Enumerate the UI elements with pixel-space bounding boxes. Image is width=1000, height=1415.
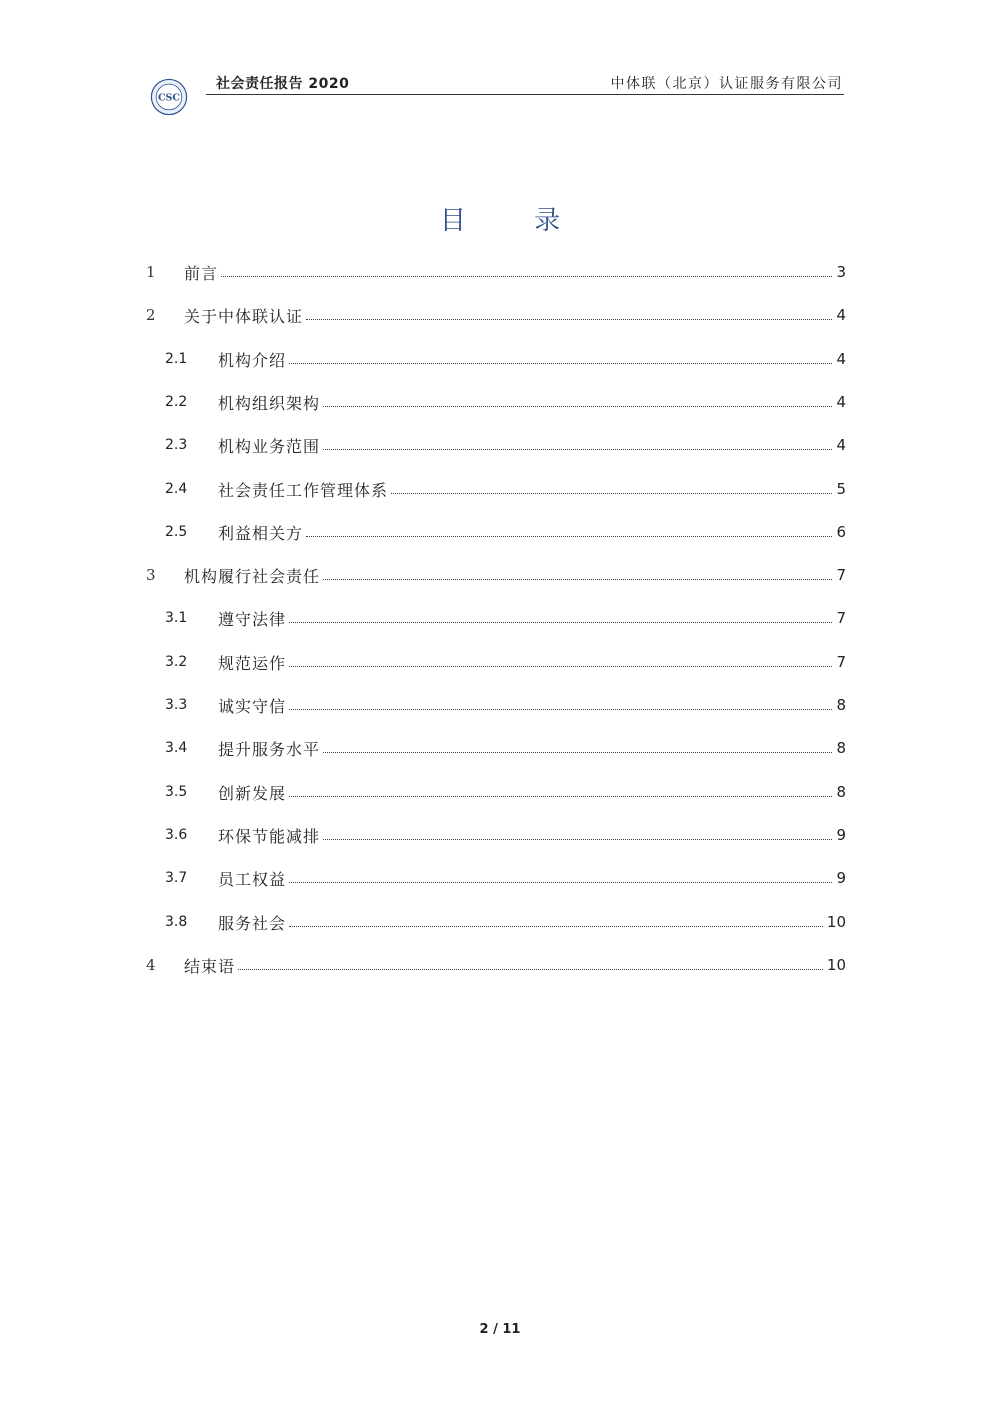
toc-entry-number: 3.5	[165, 784, 188, 800]
toc-entry-title[interactable]: 创新发展	[218, 783, 287, 803]
toc-entry-line	[184, 260, 846, 284]
toc-entry-page: 4	[836, 306, 846, 324]
toc-entry-line	[218, 910, 846, 934]
logo-text: CSC	[158, 92, 180, 104]
toc-entry-number: 4	[146, 956, 156, 974]
toc-entry-page: 8	[836, 783, 846, 801]
toc-entry-line	[184, 563, 846, 587]
toc-entry-page: 7	[836, 653, 846, 671]
toc-leader-dots	[323, 839, 832, 840]
toc-entry-number: 2.3	[165, 437, 188, 453]
toc-entry-page: 4	[836, 350, 846, 368]
toc-entry-line	[218, 520, 846, 544]
toc-leader-dots	[238, 969, 823, 970]
toc-leader-dots	[289, 622, 832, 623]
toc-entry[interactable]	[165, 650, 846, 674]
toc-entry[interactable]	[165, 866, 846, 890]
toc-entry-number: 2	[146, 306, 156, 324]
toc-entry[interactable]	[165, 910, 846, 934]
toc-entry-page: 9	[836, 826, 846, 844]
toc-entry-line	[218, 693, 846, 717]
toc-entry[interactable]	[146, 563, 846, 587]
toc-leader-dots	[221, 276, 832, 277]
toc-entry-title[interactable]: 员工权益	[218, 869, 287, 889]
toc-entry-line	[218, 780, 846, 804]
toc-leader-dots	[323, 752, 832, 753]
toc-leader-dots	[289, 926, 823, 927]
toc-entry-line	[218, 477, 846, 501]
toc-entry-line	[218, 606, 846, 630]
toc-entry-page: 8	[836, 696, 846, 714]
toc-leader-dots	[323, 449, 832, 450]
toc-entry[interactable]	[165, 347, 846, 371]
toc-entry[interactable]	[165, 823, 846, 847]
toc-entry-page: 9	[836, 869, 846, 887]
toc-entry-number: 3.1	[165, 610, 188, 626]
toc-leader-dots	[289, 666, 832, 667]
toc-entry-line	[218, 866, 846, 890]
toc-entry-number: 2.2	[165, 394, 188, 410]
toc-entry-title[interactable]: 环保节能减排	[218, 826, 321, 846]
toc-entry-title[interactable]: 机构业务范围	[218, 436, 321, 456]
toc-entry-page: 7	[836, 609, 846, 627]
page-indicator: 2 / 11	[479, 1322, 521, 1337]
toc-entry-page: 3	[836, 263, 846, 281]
toc-entry-number: 2.1	[165, 351, 188, 367]
toc-entry-title[interactable]: 社会责任工作管理体系	[218, 480, 389, 500]
toc-entry-line	[218, 433, 846, 457]
toc-entry-number: 2.5	[165, 524, 188, 540]
toc-entry-title[interactable]: 关于中体联认证	[184, 306, 304, 326]
toc-entry-title[interactable]: 机构组织架构	[218, 393, 321, 413]
toc-leader-dots	[306, 536, 832, 537]
toc-entry-title[interactable]: 诚实守信	[218, 696, 287, 716]
toc-entry-number: 3	[146, 566, 156, 584]
toc-entry[interactable]	[165, 520, 846, 544]
toc-entry-title[interactable]: 遵守法律	[218, 609, 287, 629]
toc-entry-number: 1	[146, 263, 156, 281]
toc-entry-number: 3.8	[165, 914, 188, 930]
toc-leader-dots	[289, 796, 832, 797]
toc-entry-line	[218, 347, 846, 371]
toc-leader-dots	[289, 882, 832, 883]
toc-entry-page: 4	[836, 436, 846, 454]
toc-entry-page: 10	[826, 913, 846, 931]
report-title: 社会责任报告 2020	[216, 76, 350, 92]
toc-entry-number: 3.3	[165, 697, 188, 713]
toc-leader-dots	[323, 579, 832, 580]
toc-entry-page: 8	[836, 739, 846, 757]
toc-entry-title[interactable]: 机构介绍	[218, 350, 287, 370]
toc-entry-page: 7	[836, 566, 846, 584]
toc-entry[interactable]	[146, 953, 846, 977]
toc-title: 目 录	[439, 206, 591, 236]
toc-entry-line	[218, 736, 846, 760]
toc-entry-page: 5	[836, 480, 846, 498]
toc-entry-page: 4	[836, 393, 846, 411]
csc-logo	[150, 78, 188, 116]
toc-entry-line	[184, 303, 846, 327]
header-divider	[206, 94, 844, 95]
toc-entry-title[interactable]: 前言	[184, 263, 219, 283]
toc-entry[interactable]	[165, 736, 846, 760]
toc-entry[interactable]	[165, 433, 846, 457]
toc-entry[interactable]	[146, 303, 846, 327]
company-name: 中体联（北京）认证服务有限公司	[610, 76, 843, 92]
toc-entry[interactable]	[146, 260, 846, 284]
toc-entry-number: 3.6	[165, 827, 188, 843]
toc-entry-line	[218, 650, 846, 674]
toc-entry-line	[218, 823, 846, 847]
toc-entry[interactable]	[165, 390, 846, 414]
toc-leader-dots	[323, 406, 832, 407]
toc-entry[interactable]	[165, 606, 846, 630]
toc-entry-page: 6	[836, 523, 846, 541]
toc-entry-number: 3.7	[165, 870, 188, 886]
toc-leader-dots	[289, 363, 832, 364]
toc-entry[interactable]	[165, 477, 846, 501]
toc-leader-dots	[289, 709, 832, 710]
toc-entry-line	[184, 953, 846, 977]
toc-entry-number: 3.2	[165, 654, 188, 670]
toc-entry-page: 10	[826, 956, 846, 974]
toc-entry-title[interactable]: 结束语	[184, 956, 236, 976]
toc-entry-title[interactable]: 机构履行社会责任	[184, 566, 321, 586]
toc-entry-title[interactable]: 利益相关方	[218, 523, 304, 543]
toc-leader-dots	[306, 319, 832, 320]
toc-entry-line	[218, 390, 846, 414]
toc-entry-title[interactable]: 服务社会	[218, 913, 287, 933]
toc-entry[interactable]	[165, 780, 846, 804]
toc-entry[interactable]	[165, 693, 846, 717]
toc-entry-number: 2.4	[165, 481, 188, 497]
toc-entry-number: 3.4	[165, 740, 188, 756]
toc-leader-dots	[391, 493, 832, 494]
toc-entry-title[interactable]: 提升服务水平	[218, 739, 321, 759]
toc-entry-title[interactable]: 规范运作	[218, 653, 287, 673]
